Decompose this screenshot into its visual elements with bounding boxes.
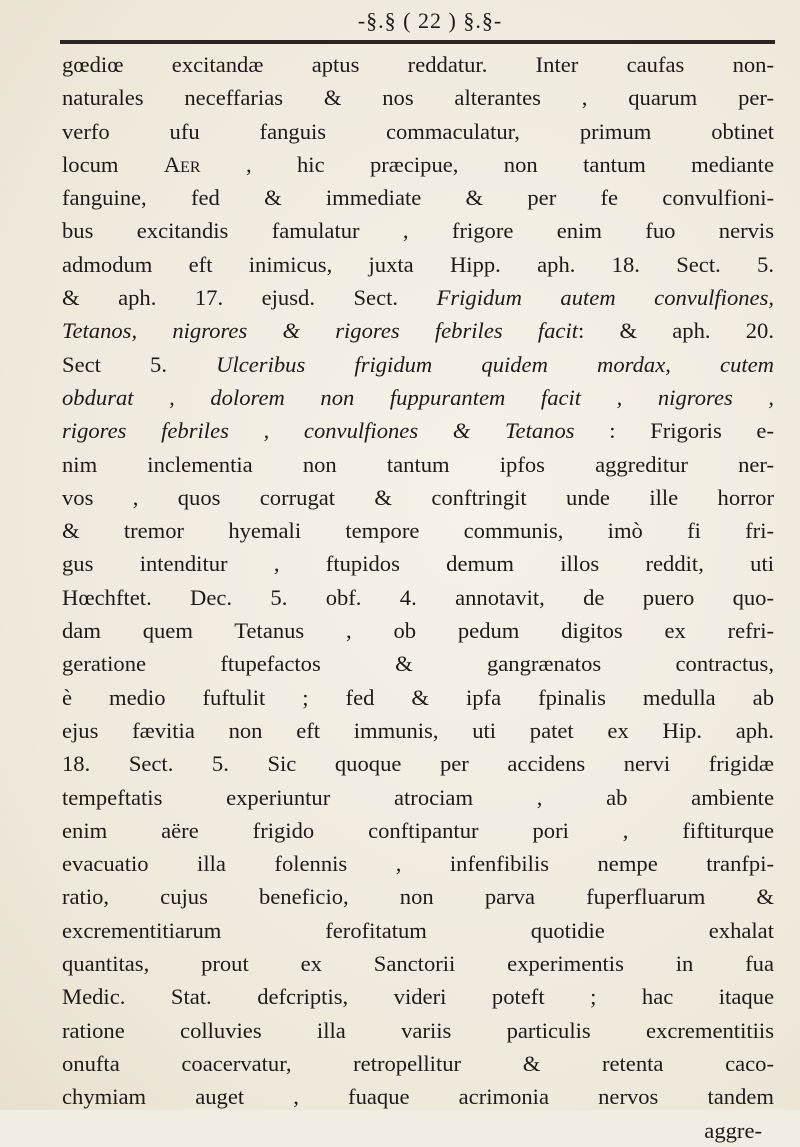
text-run: enim aëre frigido conftipantur pori , fiftiturque: [62, 817, 774, 843]
text-run: onufta coacervatur, retropellitur & retenta caco-: [62, 1050, 774, 1076]
italic-quote: obdurat , dolorem non fuppurantem facit , nigrores ,: [62, 384, 774, 410]
text-line: [62, 1014, 774, 1047]
text-line: [62, 980, 774, 1013]
text-line: [62, 1114, 774, 1147]
text-line: [62, 1047, 774, 1080]
text-line: [62, 314, 774, 347]
text-run: fanguine, fed & immediate & per fe convulfioni-: [62, 185, 774, 211]
text-run: chymiam auget , fuaque acrimonia nervos tandem: [62, 1084, 774, 1110]
text-line: [62, 1080, 774, 1113]
text-run: excrementitiarum ferofitatum quotidie exhalat: [62, 917, 774, 943]
text-run: naturales neceffarias & nos alterantes , quarum per-: [62, 85, 774, 111]
text-line: [62, 714, 774, 747]
text-run: ratione colluvies illa variis particulis excrementitiis: [62, 1017, 774, 1043]
text-run: gœdiœ excitandæ aptus reddatur. Inter caufas non-: [62, 52, 774, 77]
text-run: & aph. 17. ejusd. Sect.: [62, 285, 437, 311]
text-line: [62, 681, 774, 714]
text-line: [62, 880, 774, 913]
italic-quote: Ulceribus frigidum quidem mordax, cutem: [216, 351, 774, 377]
text-run: : Frigoris e-: [574, 418, 774, 444]
text-run: evacuatio illa folennis , infenfibilis nempe tranfpi-: [62, 851, 774, 877]
text-run: geratione ftupefactos & gangrænatos contractus,: [62, 651, 774, 677]
text-run: , hic præcipue, non tantum mediante: [200, 151, 774, 177]
page-number: ( 22 ): [403, 8, 457, 33]
text-line: [62, 48, 774, 81]
text-run: gus intenditur , ftupidos demum illos reddit, uti: [62, 551, 774, 577]
text-run: Sect 5.: [62, 351, 217, 377]
text-run: Medic. Stat. defcriptis, videri poteft ; hac itaque: [62, 984, 774, 1010]
text-line: [62, 281, 774, 314]
text-line: [62, 481, 774, 514]
page-header: [290, 8, 570, 34]
text-run: bus excitandis famulatur , frigore enim fuo nervis: [62, 218, 774, 244]
text-run: dam quem Tetanus , ob pedum digitos ex refri-: [62, 618, 774, 644]
text-run: ratio, cujus beneficio, non parva fuperfluarum &: [62, 884, 774, 910]
text-line: [62, 947, 774, 980]
text-run: nim inclementia non tantum ipfos aggreditur ner-: [62, 451, 774, 477]
header-rule: [60, 40, 775, 44]
text-run: verfo ufu fanguis commaculatur, primum obtinet: [62, 118, 774, 144]
header-ornament-right: §.§-: [463, 8, 503, 33]
text-line: [62, 448, 774, 481]
text-line: [62, 581, 774, 614]
text-run: admodum eft inimicus, juxta Hipp. aph. 18. Sect. 5.: [62, 251, 774, 277]
italic-quote: rigores febriles , convulfiones & Tetanos: [62, 418, 575, 444]
text-run: aggre-: [704, 1117, 762, 1143]
text-line: [62, 914, 774, 947]
text-run: ejus fævitia non eft immunis, uti patet ex Hip. aph.: [62, 717, 774, 743]
text-line: [62, 814, 774, 847]
body-text: [62, 48, 774, 1147]
italic-quote: Tetanos, nigrores & rigores febriles facit: [62, 318, 578, 344]
header-ornament-left: -§.§: [357, 8, 397, 33]
small-caps-term: Aer: [163, 151, 201, 177]
text-run: Hœchftet. Dec. 5. obf. 4. annotavit, de puero quo-: [62, 584, 774, 610]
text-run: & tremor hyemali tempore communis, imò fi fri-: [62, 518, 774, 544]
text-line: [62, 514, 774, 547]
text-line: [62, 414, 774, 447]
text-run: : & aph. 20.: [578, 318, 774, 344]
text-line: [62, 115, 774, 148]
text-line: [62, 348, 774, 381]
text-run: 18. Sect. 5. Sic quoque per accidens nervi frigidæ: [62, 751, 774, 777]
text-line: [62, 148, 774, 181]
text-run: locum: [62, 151, 164, 177]
text-line: [62, 614, 774, 647]
text-line: [62, 214, 774, 247]
text-line: [62, 847, 774, 880]
text-line: [62, 248, 774, 281]
text-line: [62, 381, 774, 414]
text-line: [62, 547, 774, 580]
text-line: [62, 81, 774, 114]
text-line: [62, 747, 774, 780]
italic-quote: Frigidum autem convulfiones,: [436, 285, 775, 311]
text-line: [62, 647, 774, 680]
text-run: quantitas, prout ex Sanctorii experimentis in fua: [62, 951, 774, 977]
text-line: [62, 781, 774, 814]
text-line: [62, 181, 774, 214]
text-run: vos , quos corrugat & conftringit unde ille horror: [62, 484, 774, 510]
text-run: è medio fuftulit ; fed & ipfa fpinalis medulla ab: [62, 684, 774, 710]
text-run: tempeftatis experiuntur atrociam , ab ambiente: [62, 784, 774, 810]
